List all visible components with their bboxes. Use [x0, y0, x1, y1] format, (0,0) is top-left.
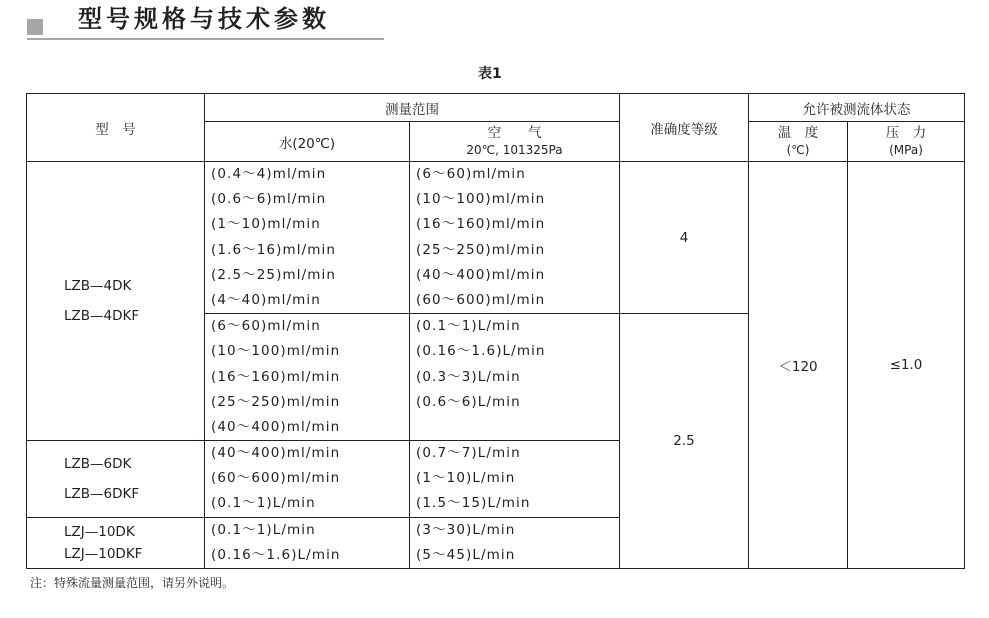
water-range: (0.1～1)L/min	[211, 521, 316, 538]
air-header-condition: 20℃, 101325Pa	[466, 142, 563, 157]
water-range: (10～100)ml/min	[211, 343, 341, 360]
model-name: LZJ—10DK	[64, 523, 135, 540]
air-range: (3～30)L/min	[416, 521, 516, 538]
air-range-cell	[410, 162, 620, 314]
air-range: (0.16～1.6)L/min	[416, 343, 546, 360]
model-cell-lzj-10dk	[27, 517, 205, 568]
model-name: LZB—6DKF	[64, 485, 140, 502]
water-range-cell	[205, 441, 410, 518]
water-range: (1.6～16)ml/min	[211, 241, 336, 258]
model-cell-lzb-4dk	[27, 162, 205, 441]
water-range: (2.5～25)ml/min	[211, 266, 336, 283]
header-marker	[27, 19, 43, 35]
model-name: LZB—4DKF	[64, 308, 140, 325]
water-range: (40～400)ml/min	[211, 418, 341, 435]
air-range: (0.7～7)L/min	[416, 445, 521, 462]
air-range-cell	[410, 314, 620, 441]
header-row-1	[27, 94, 965, 122]
air-range: (10～100)ml/min	[416, 191, 546, 208]
range-header: 测量范围	[205, 94, 620, 122]
water-range: (60～600)ml/min	[211, 470, 341, 487]
water-range: (0.1～1)L/min	[211, 495, 316, 512]
water-range-cell	[205, 162, 410, 314]
footnote: 注：特殊流量测量范围，请另外说明。	[30, 576, 235, 590]
air-range-cell	[410, 441, 620, 518]
temperature-unit: (℃)	[786, 142, 810, 157]
pressure-unit: (MPa)	[889, 142, 923, 157]
temperature-value-cell: ＜120	[749, 162, 848, 569]
air-header	[410, 122, 620, 162]
model-name: LZB—6DK	[64, 455, 132, 472]
model-name: LZJ—10DKF	[64, 545, 143, 562]
air-range: (60～600)ml/min	[416, 291, 546, 308]
water-range: (1～10)ml/min	[211, 216, 321, 233]
water-range-cell	[205, 517, 410, 568]
temperature-label: 温 度	[777, 124, 819, 141]
pressure-label: 压 力	[885, 124, 927, 141]
water-range: (25～250)ml/min	[211, 393, 341, 410]
air-range: (6～60)ml/min	[416, 166, 526, 182]
air-range: (0.1～1)L/min	[416, 318, 521, 335]
water-range: (6～60)ml/min	[211, 318, 321, 335]
air-range: (1.5～15)L/min	[416, 495, 531, 512]
accuracy-cell: 4	[620, 162, 749, 314]
header-underline	[27, 38, 384, 40]
table-caption: 表1	[478, 66, 502, 82]
water-range: (16～160)ml/min	[211, 368, 341, 385]
air-range: (25～250)ml/min	[416, 241, 546, 258]
water-range-cell	[205, 314, 410, 441]
water-header: 水(20℃)	[205, 122, 410, 162]
air-range: (16～160)ml/min	[416, 216, 546, 233]
fluid-state-header: 允许被测流体状态	[749, 94, 965, 122]
pressure-value-cell: ≤1.0	[848, 162, 965, 569]
model-name: LZB—4DK	[64, 278, 132, 295]
air-range: (1～10)L/min	[416, 470, 516, 487]
page-title: 型号规格与技术参数	[78, 5, 330, 33]
table-row	[27, 162, 965, 314]
accuracy-header: 准确度等级	[620, 94, 749, 162]
water-range: (40～400)ml/min	[211, 445, 341, 462]
spec-table	[26, 93, 965, 569]
water-range: (0.16～1.6)L/min	[211, 546, 341, 563]
air-range-cell	[410, 517, 620, 568]
temperature-header	[749, 122, 848, 162]
air-range: (5～45)L/min	[416, 546, 516, 563]
water-range: (0.4～4)ml/min	[211, 166, 327, 182]
air-range: (0.6～6)L/min	[416, 393, 521, 410]
air-header-label: 空 气	[487, 124, 542, 141]
air-range: (0.3～3)L/min	[416, 368, 521, 385]
air-range: (40～400)ml/min	[416, 266, 546, 283]
water-range: (0.6～6)ml/min	[211, 191, 327, 208]
model-header: 型 号	[27, 94, 205, 162]
water-range: (4～40)ml/min	[211, 291, 321, 308]
accuracy-cell: 2.5	[620, 314, 749, 569]
pressure-header	[848, 122, 965, 162]
model-cell-lzb-6dk	[27, 441, 205, 518]
